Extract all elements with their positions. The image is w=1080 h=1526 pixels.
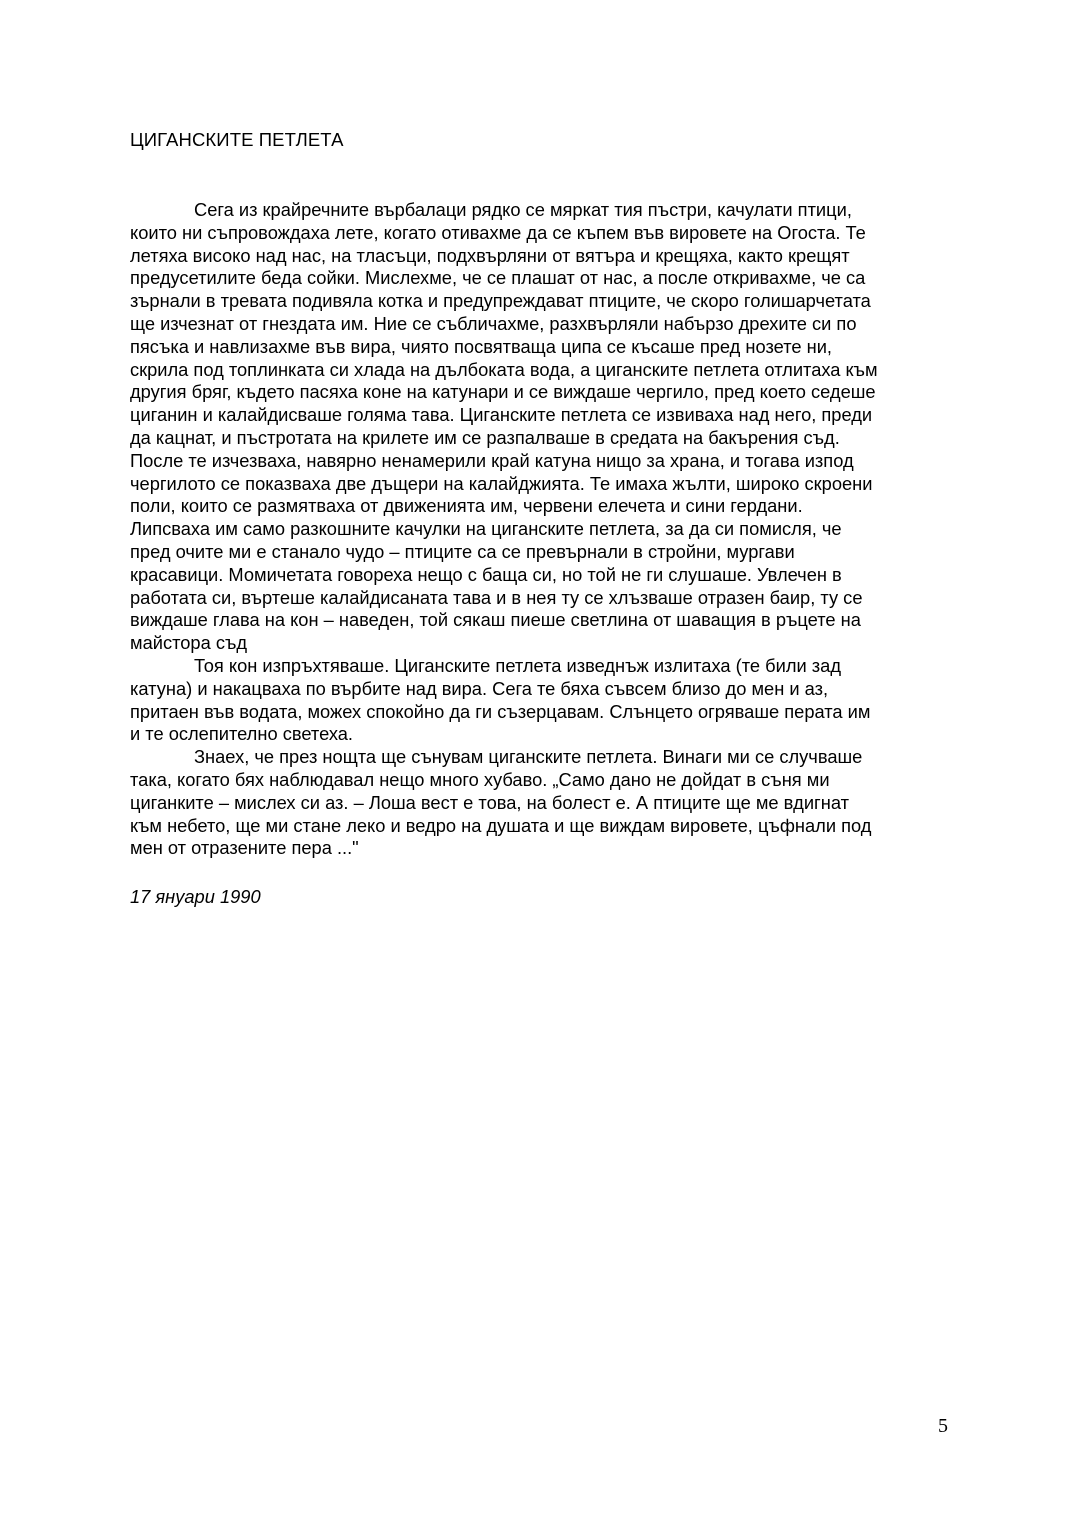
- paragraph-line: циганин и калайдисваше голяма тава. Циганските петлета се извиваха над него, преди: [130, 404, 873, 426]
- paragraph-line: към небето, ще ми стане леко и ведро на душата и ще виждам вировете, цъфнали под: [130, 814, 872, 836]
- paragraph-line: така, когато бях наблюдавал нещо много хубаво. „Само дано не дойдат в съня ми: [130, 768, 830, 790]
- story-title: ЦИГАНСКИТЕ ПЕТЛЕТА: [130, 129, 344, 150]
- paragraph-line: които ни съпровождаха лете, когато отивахме да се къпем във вировете на Огоста. Те: [130, 221, 866, 243]
- paragraph-line: Липсваха им само разкошните качулки на циганските петлета, за да си помисля, че: [130, 518, 842, 540]
- paragraph-line: циганките – мислех си аз. – Лоша вест е това, на болест е. А птиците ще ме вдигнат: [130, 791, 849, 813]
- paragraph-line: да кацнат, и пъстротата на крилете им се разпалваше в средата на бакърения съд.: [130, 426, 840, 448]
- paragraph-line: летяха високо над нас, на тласъци, подхвърляни от вятъра и крещяха, както крещят: [130, 244, 850, 266]
- paragraph-line: пясъка и навлизахме във вира, чиято посвятваща ципа се късаше пред нозете ни,: [130, 335, 833, 357]
- paragraph-line: ще изчезнат от гнездата им. Ние се събличахме, разхвърляли набързо дрехите си по: [130, 312, 857, 334]
- paragraph-line: мен от отразените пера ...": [130, 837, 359, 859]
- paragraph-line: и те ослепително светеха.: [130, 723, 354, 745]
- paragraph-line: Тоя кон изпръхтяваше. Циганските петлета изведнъж излитаха (те били зад: [194, 654, 841, 676]
- paragraph-line: притаен във водата, можех спокойно да ги съзерцавам. Слънцето огряваше перата им: [130, 700, 871, 722]
- paragraph-line: Сега из крайречните върбалаци рядко се мяркат тия пъстри, качулати птици,: [194, 199, 852, 220]
- paragraph-line: пред очите ми е станало чудо – птиците са се превърнали в стройни, мургави: [130, 540, 795, 562]
- paragraph-line: чергилото се показваха две дъщери на калайджията. Те имаха жълти, широко скроени: [130, 472, 873, 494]
- paragraph-2: [130, 655, 952, 746]
- paragraph-line: После те изчезваха, навярно ненамерили край катуна нищо за храна, и тогава изпод: [130, 449, 854, 471]
- paragraph-line: красавици. Момичетата говореха нещо с баща си, но той не ги слушаше. Увлечен в: [130, 563, 842, 585]
- paragraph-1: [130, 199, 952, 655]
- paragraph-line: катуна) и накацваха по върбите над вира. Сега те бяха съвсем близо до мен и аз,: [130, 677, 829, 699]
- paragraph-line: майстора съд: [130, 632, 248, 654]
- story-body: [130, 199, 952, 860]
- story-date: 17 януари 1990: [130, 886, 261, 907]
- paragraph-line: поли, които се размятваха от движенията им, червени елечета и сини гердани.: [130, 495, 803, 517]
- page-number: 5: [938, 1415, 948, 1437]
- paragraph-line: Знаех, че през нощта ще сънувам циганските петлета. Винаги ми се случваше: [194, 746, 863, 768]
- paragraph-line: скрила под топлинката си хлада на дълбоката вода, а циганските петлета отлитаха към: [130, 358, 878, 380]
- paragraph-line: предусетилите беда сойки. Мислехме, че се плашат от нас, а после откривахме, че са: [130, 267, 866, 289]
- paragraph-line: другия бряг, където пасяха коне на катунари и се виждаше чергило, пред което седеше: [130, 381, 876, 403]
- paragraph-line: зърнали в тревата подивяла котка и предупреждават птиците, че скоро голишарчетата: [130, 290, 871, 312]
- paragraph-line: работата си, въртеше калайдисаната тава и в нея ту се хлъзваше отразен баир, ту се: [130, 586, 863, 608]
- paragraph-line: виждаше глава на кон – наведен, той сякаш пиеше светлина от шаващия в ръцете на: [130, 609, 861, 631]
- paragraph-3: [130, 746, 952, 860]
